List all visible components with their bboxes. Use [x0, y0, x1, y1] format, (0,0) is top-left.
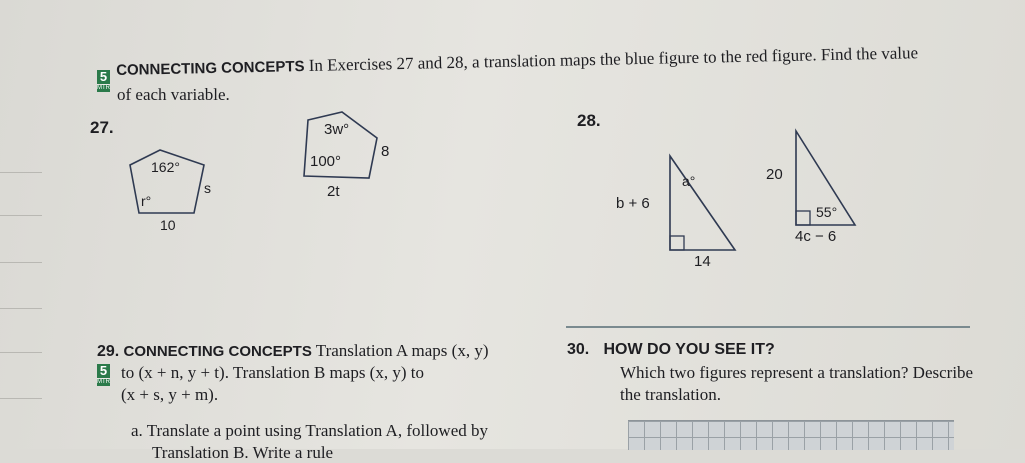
ex28-red-side-label: 20 [766, 166, 783, 183]
exercise-29-part-a-cont: Translation B. Write a rule [152, 443, 334, 462]
exercise-29-part-a: a. Translate a point using Translation A, followed by [131, 421, 488, 440]
mtr-badge-29: 5 [97, 364, 110, 378]
ex27-red-top-label: 3w° [324, 121, 350, 138]
ex28-blue-angle-label: a° [682, 173, 696, 189]
exercise-29-text-2: to (x + n, y + t). Translation B maps (x, y) to [121, 363, 424, 382]
exercise-29-text-3: (x + s, y + m). [121, 385, 219, 404]
exercise-29-number: 29. [97, 343, 120, 360]
ex27-blue-bottom-label: 10 [160, 217, 176, 233]
mtr-badge-label: MTR [97, 85, 110, 91]
exercise-30-line-1 [567, 339, 775, 359]
instruction-label: CONNECTING CONCEPTS [116, 58, 305, 79]
ex28-red-bottom-label: 4c − 6 [795, 228, 837, 245]
ex28-blue-bottom-label: 14 [694, 253, 711, 270]
exercise-30-label: HOW DO YOU SEE IT? [603, 341, 775, 358]
exercise-27-number: 27. [90, 118, 114, 137]
exercise-30-text-1: Which two figures represent a translation? Describe [620, 363, 974, 382]
exercise-29-label: CONNECTING CONCEPTS [123, 343, 312, 360]
exercise-30-number: 30. [567, 341, 590, 358]
ex27-red-angle-label: 100° [310, 153, 342, 170]
exercise-30-graph-grid [628, 420, 954, 450]
exercise-30-top-border [566, 326, 970, 328]
ex27-blue-left-label: r° [141, 193, 152, 209]
mtr-badge-29-label: MTR [97, 379, 110, 385]
ex27-blue-side-label: s [204, 180, 211, 196]
instruction-text: In Exercises 27 and 28, a translation maps the blue figure to the red figure. Find the value [308, 43, 919, 75]
ex27-red-side-label: 8 [381, 143, 390, 160]
ex28-blue-right-angle [670, 236, 684, 250]
instruction-line-2: of each variable. [117, 85, 230, 104]
ex27-blue-top-label: 162° [151, 159, 180, 175]
exercise-28-number: 28. [577, 111, 601, 130]
ex28-blue-side-label: b + 6 [616, 195, 650, 212]
exercise-30-text-2: the translation. [620, 385, 722, 404]
ex27-red-bottom-label: 2t [327, 183, 340, 200]
exercise-29-text-1: Translation A maps (x, y) [315, 341, 489, 360]
exercise-29-line-1 [97, 341, 488, 361]
ex28-red-angle-label: 55° [816, 204, 838, 220]
mtr-badge: 5 [97, 70, 110, 84]
ex28-red-right-angle [796, 211, 810, 225]
